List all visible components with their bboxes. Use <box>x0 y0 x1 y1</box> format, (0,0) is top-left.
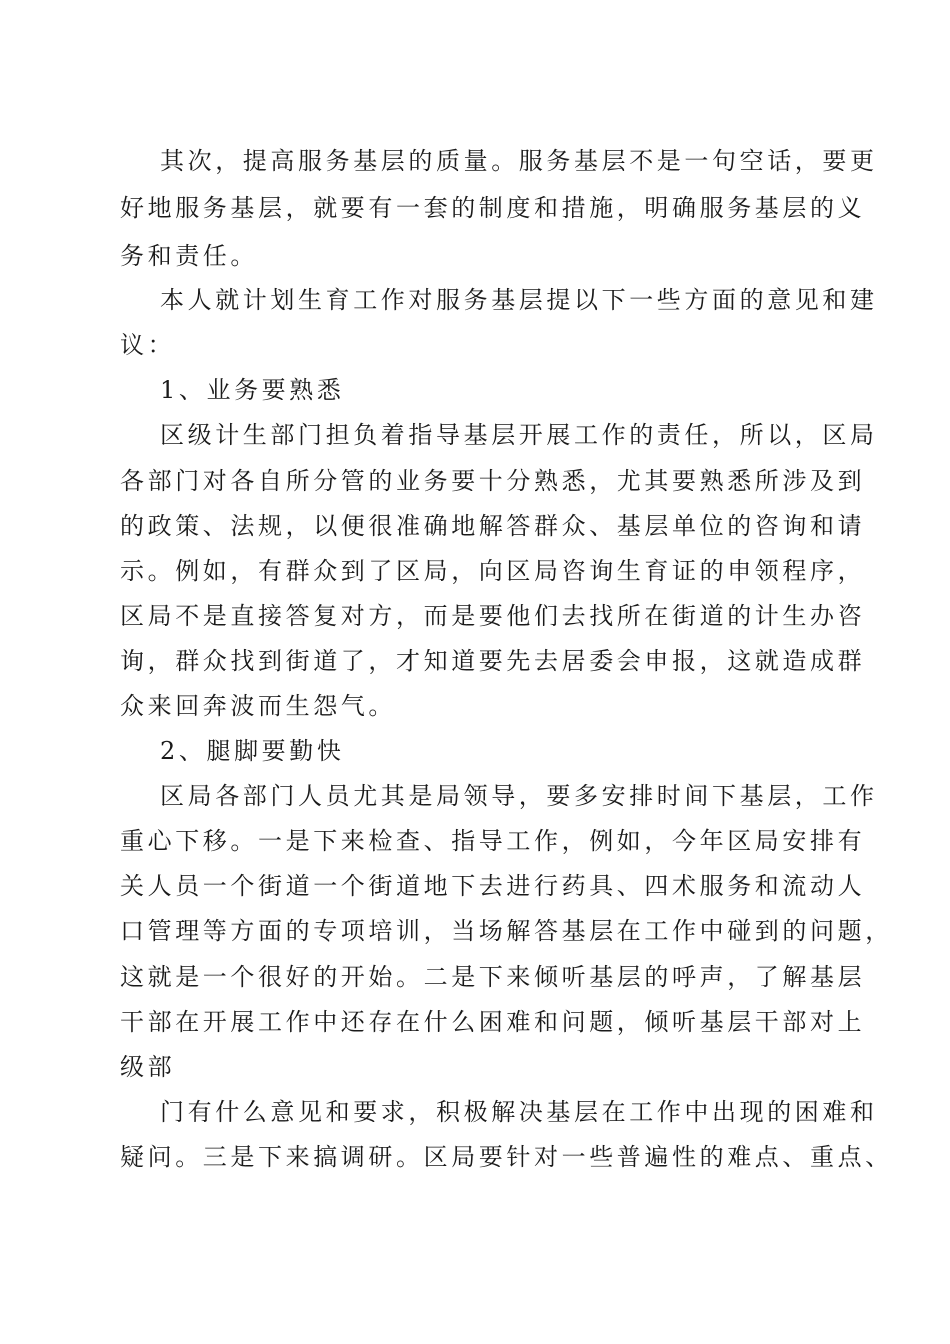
paragraph-line: 口管理等方面的专项培训，当场解答基层在工作中碰到的问题， <box>120 917 893 945</box>
paragraph-line: 关人员一个街道一个街道地下去进行药具、四术服务和流动人 <box>120 872 866 900</box>
paragraph-line: 重心下移。一是下来检查、指导工作，例如，今年区局安排有 <box>120 827 866 855</box>
paragraph-line: 好地服务基层，就要有一套的制度和措施，明确服务基层的义 <box>120 194 866 222</box>
paragraph-line: 门有什么意见和要求，积极解决基层在工作中出现的困难和 <box>160 1098 878 1126</box>
section-heading: 1、业务要熟悉 <box>160 376 345 404</box>
paragraph-line: 询，群众找到街道了，才知道要先去居委会申报，这就造成群 <box>120 647 866 675</box>
paragraph-line: 区局不是直接答复对方，而是要他们去找所在街道的计生办咨 <box>120 602 866 630</box>
paragraph-line: 疑问。三是下来搞调研。区局要针对一些普遍性的难点、重点、 <box>120 1143 893 1171</box>
paragraph-line: 议： <box>120 331 176 359</box>
paragraph-line: 各部门对各自所分管的业务要十分熟悉，尤其要熟悉所涉及到 <box>120 467 866 495</box>
paragraph-line: 干部在开展工作中还存在什么困难和问题，倾听基层干部对上 <box>120 1008 866 1036</box>
paragraph-line: 其次，提高服务基层的质量。服务基层不是一句空话，要更 <box>160 147 878 175</box>
paragraph-line: 众来回奔波而生怨气。 <box>120 692 396 720</box>
paragraph-line: 示。例如，有群众到了区局，向区局咨询生育证的申领程序， <box>120 557 866 585</box>
paragraph-line: 务和责任。 <box>120 242 258 270</box>
paragraph-line: 这就是一个很好的开始。二是下来倾听基层的呼声，了解基层 <box>120 963 866 991</box>
paragraph-line: 级部 <box>120 1053 176 1081</box>
paragraph-line: 区级计生部门担负着指导基层开展工作的责任，所以，区局 <box>160 421 878 449</box>
paragraph-line: 区局各部门人员尤其是局领导，要多安排时间下基层，工作 <box>160 782 878 810</box>
paragraph-line: 的政策、法规，以便很准确地解答群众、基层单位的咨询和请 <box>120 512 866 540</box>
section-heading: 2、腿脚要勤快 <box>160 737 345 765</box>
paragraph-line: 本人就计划生育工作对服务基层提以下一些方面的意见和建 <box>160 286 878 314</box>
